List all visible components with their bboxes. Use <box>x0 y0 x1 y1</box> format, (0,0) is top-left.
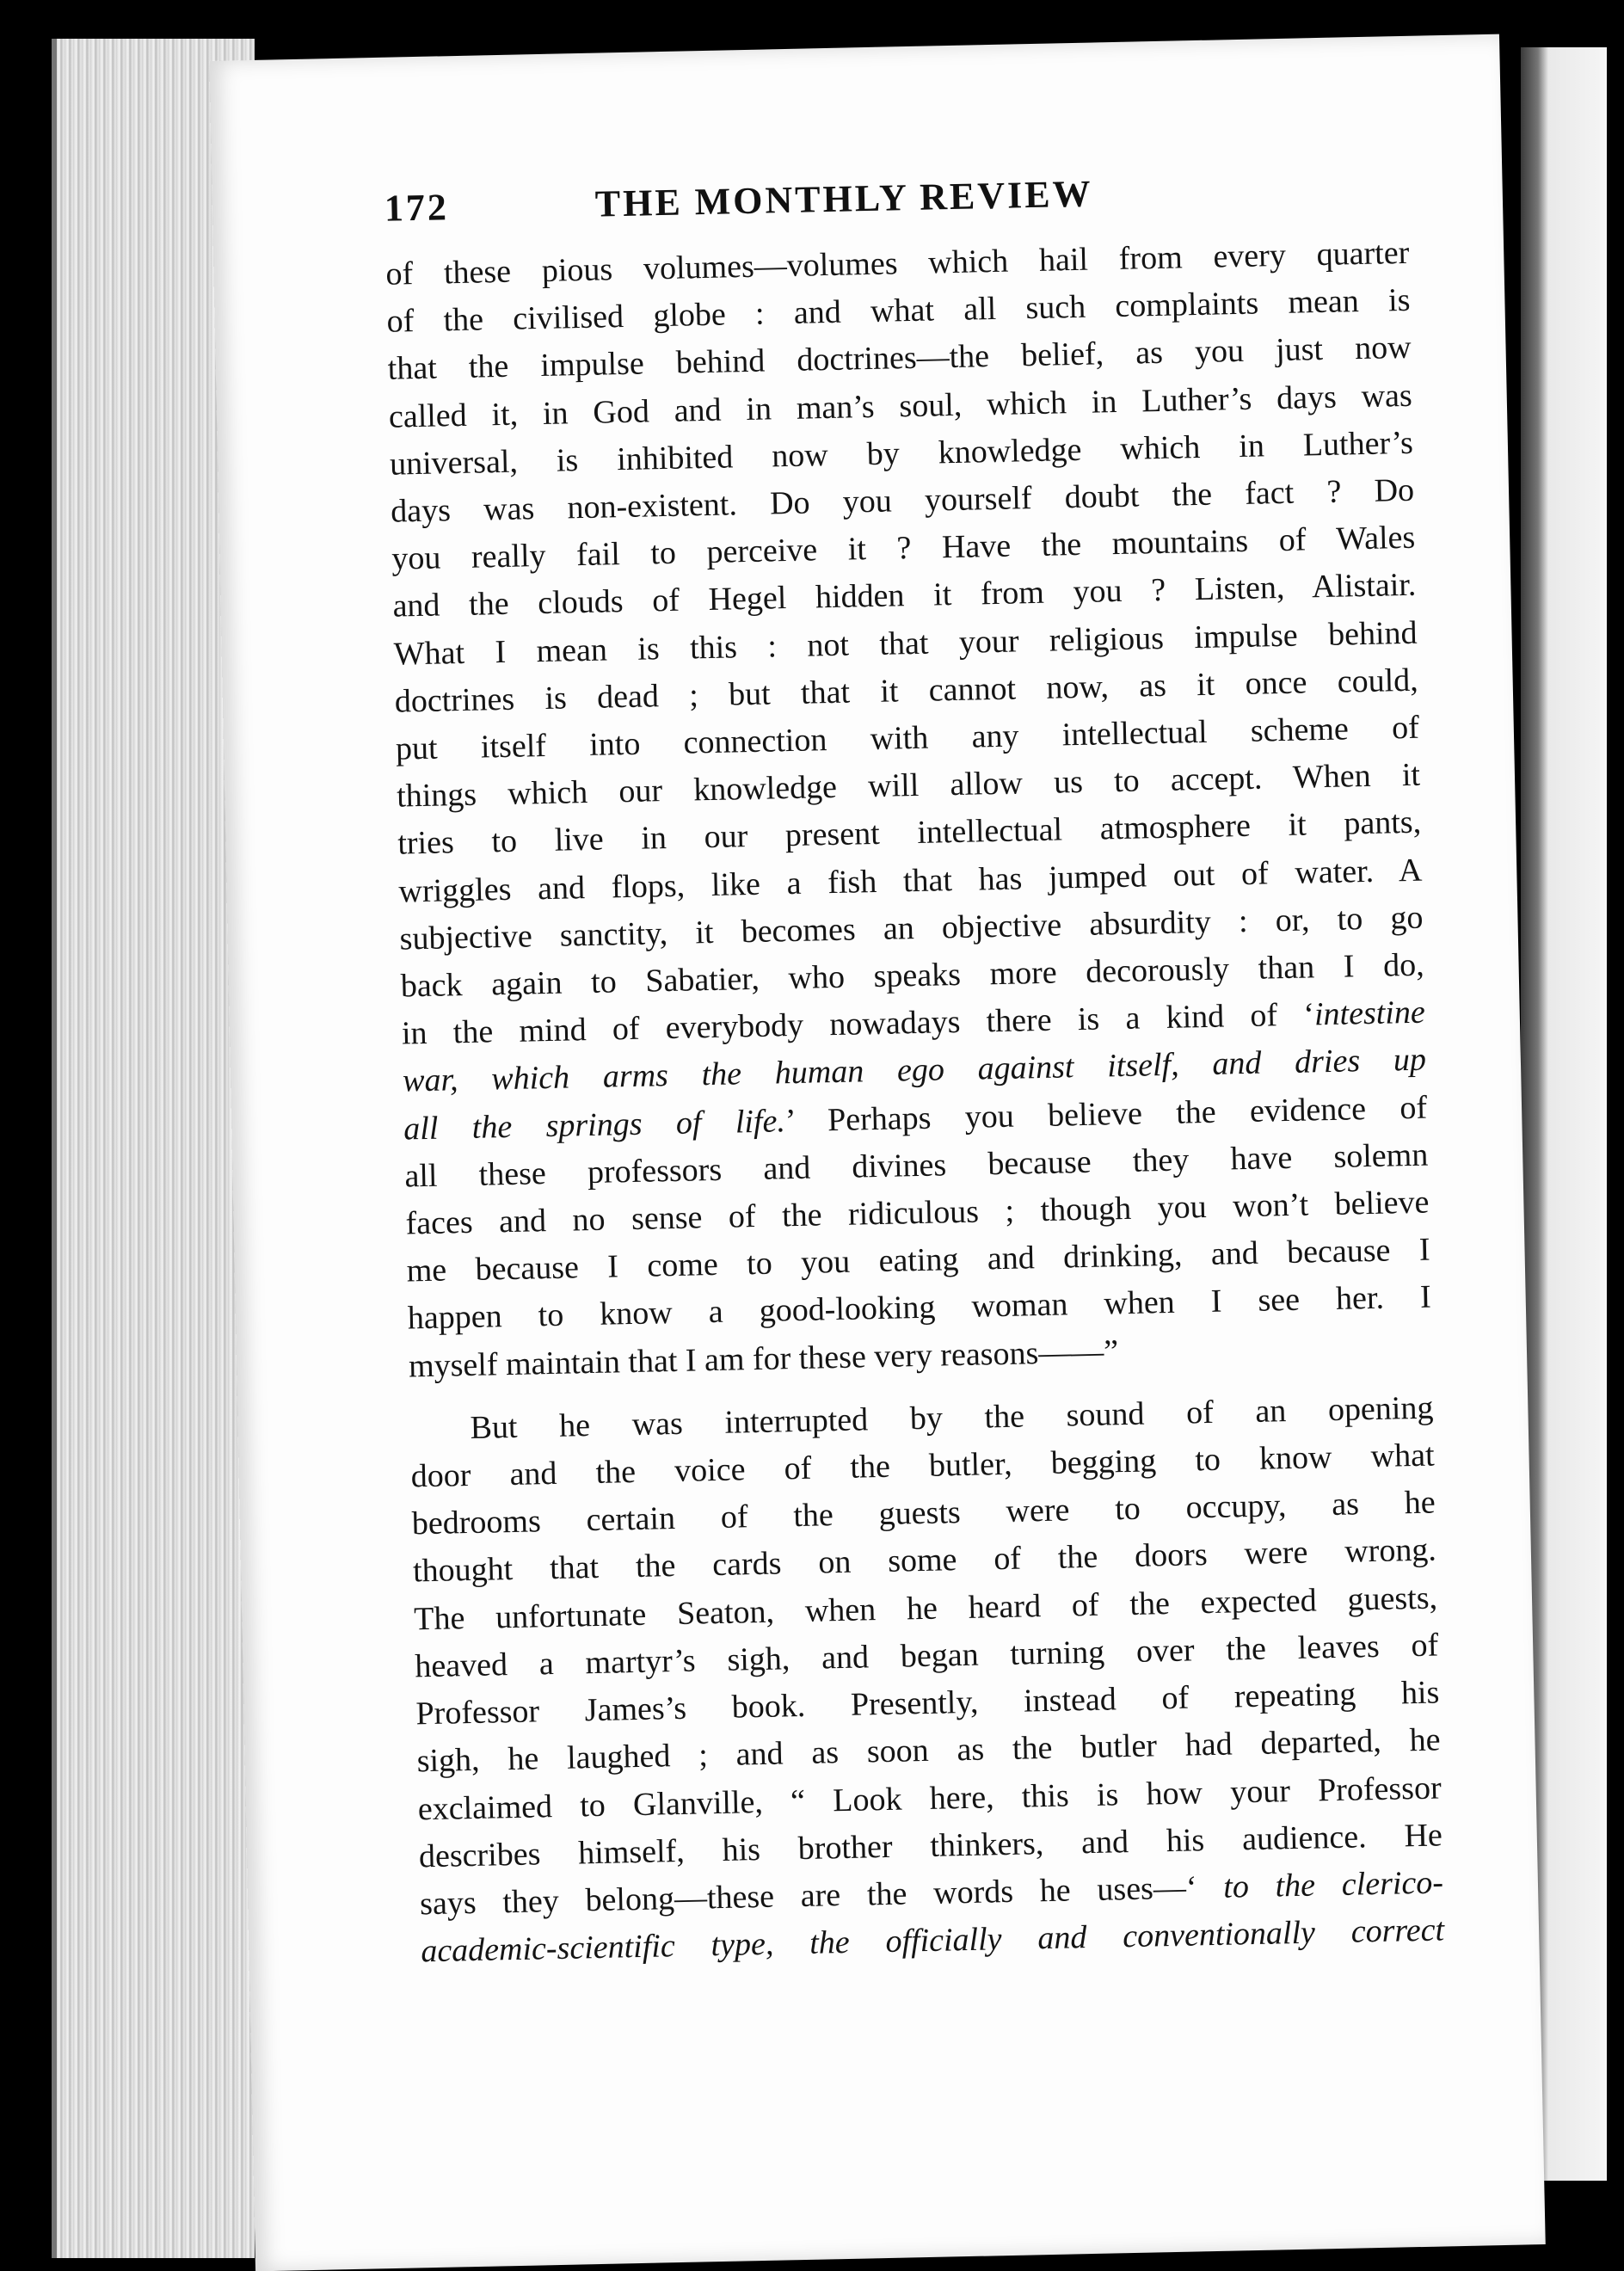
text-run: ’ Perhaps you believe the evidence of <box>784 1089 1428 1139</box>
text-line: universal, is inhibited now by knowledge which in Luther’s <box>389 424 1414 483</box>
text-line: faces and no sense of the ridiculous ; though you won’t believe <box>405 1184 1430 1242</box>
text-line: heaved a martyr’s sigh, and began turning over the leaves of <box>414 1627 1439 1685</box>
running-header <box>384 165 1407 230</box>
text-line: days was non-existent. Do you yourself doubt the fact ? Do <box>390 471 1415 530</box>
italic-quote-line: war, which arms the human ego against itself, and dries up <box>402 1042 1427 1099</box>
text-line: subjective sanctity, it becomes an objective absurdity : or, to go <box>399 899 1424 957</box>
text-run: says they belong—these are the words he uses—‘ <box>419 1868 1224 1923</box>
text-line: all these professors and divines because they have solemn <box>404 1136 1429 1195</box>
text-line: bedrooms certain of the guests were to occupy, as he <box>411 1484 1436 1542</box>
text-line: doctrines is dead ; but that it cannot now, as it once could, <box>394 662 1419 720</box>
text-run: in the mind of everybody nowadays there is a kind of ‘ <box>401 996 1315 1052</box>
italic-quote-line: academic-scientific type, the officially and conventionally correct <box>420 1911 1445 1970</box>
text-line: The unfortunate Seaton, when he heard of the expected guests, <box>413 1579 1438 1638</box>
body-text <box>385 230 1445 1976</box>
text-line: you really fail to perceive it ? Have the mountains of Wales <box>391 519 1416 577</box>
text-line: put itself into connection with any intellectual scheme of <box>395 709 1420 767</box>
text-line: tries to live in our present intellectual atmosphere it pants, <box>397 804 1422 863</box>
text-line: sigh, he laughed ; and as soon as the butler had departed, he <box>416 1721 1441 1780</box>
text-line: wriggles and flops, like a fish that has jumped out of water. A <box>398 852 1423 910</box>
text-line: called it, in God and in man’s soul, which in Luther’s days was <box>388 377 1413 435</box>
text-line: exclaimed to Glanville, “ Look here, this is how your Professor <box>417 1769 1443 1827</box>
italic-quote: all the springs of life. <box>403 1102 786 1148</box>
text-line: of these pious volumes—volumes which hail from every quarter <box>385 234 1410 292</box>
text-line: door and the voice of the butler, begging to know what <box>410 1437 1435 1495</box>
text-line: of the civilised globe : and what all such complaints mean is <box>386 282 1411 340</box>
text-line: and the clouds of Hegel hidden it from you ? Listen, Alistair. <box>392 567 1417 625</box>
italic-quote: to the clerico- <box>1222 1864 1444 1905</box>
text-line: happen to know a good-looking woman when I see her. I <box>407 1279 1432 1337</box>
italic-quote: intestine <box>1313 994 1426 1033</box>
book-page <box>209 34 1545 2271</box>
text-line: But he was interrupted by the sound of an opening <box>470 1389 1434 1446</box>
text-line: What I mean is this : not that your religious impulse behind <box>393 614 1418 673</box>
page-number: 172 <box>384 186 450 230</box>
text-line: things which our knowledge will allow us to accept. When it <box>396 756 1421 815</box>
text-line: describes himself, his brother thinkers, and his audience. He <box>418 1817 1443 1875</box>
text-line: myself maintain that I am for these very reasons——” <box>408 1332 1119 1385</box>
text-line: Professor James’s book. Presently, instead of repeating his <box>415 1674 1440 1732</box>
text-line: thought that the cards on some of the doors were wrong. <box>412 1531 1437 1590</box>
text-line: that the impulse behind doctrines—the belief, as you just now <box>387 329 1412 388</box>
text-line: back again to Sabatier, who speaks more decorously than I do, <box>400 946 1425 1005</box>
running-title: THE MONTHLY REVIEW <box>594 172 1094 225</box>
text-line: me because I come to you eating and drinking, and because I <box>406 1231 1430 1289</box>
